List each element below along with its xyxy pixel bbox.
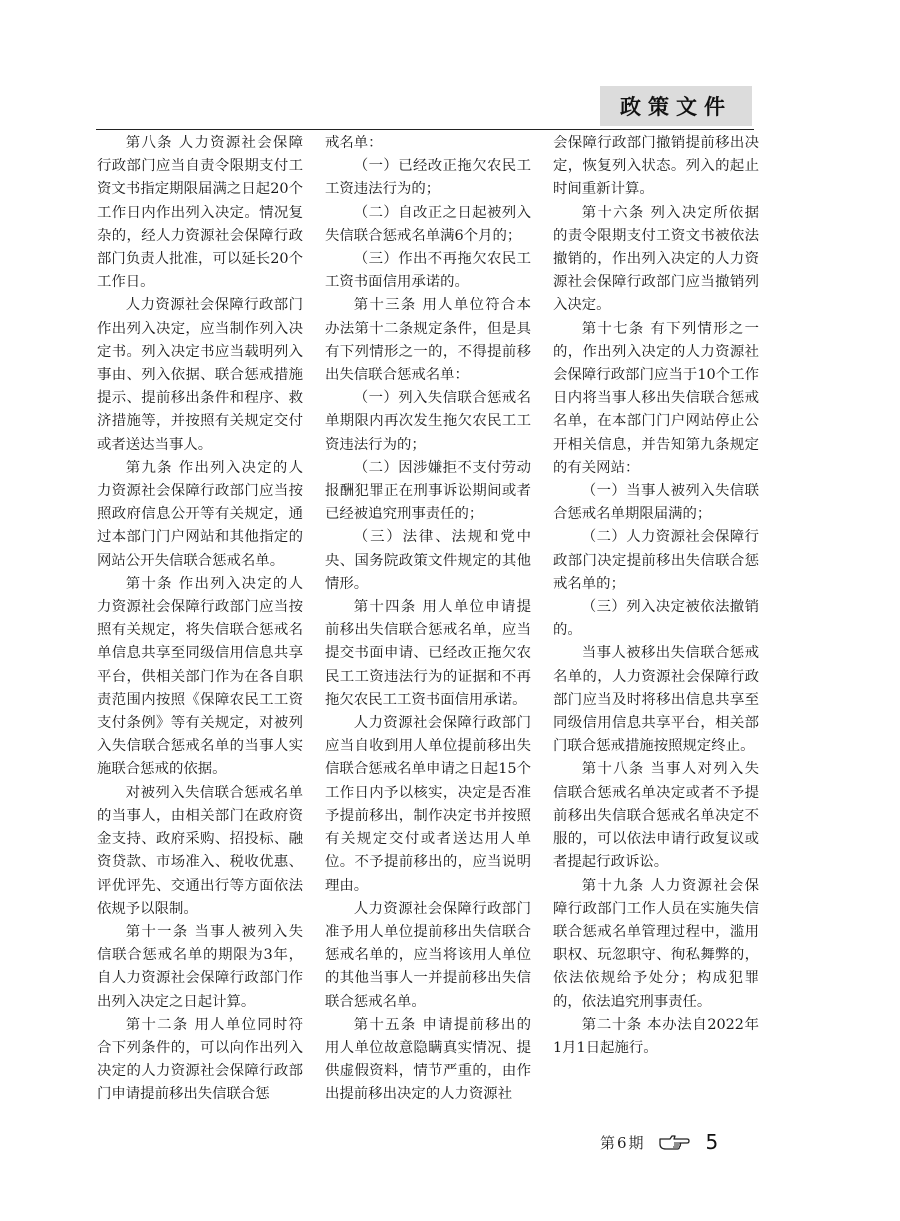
paragraph: （一）当事人被列入失信联合惩戒名单期限届满的； [553, 483, 759, 523]
page-footer [600, 1127, 780, 1157]
paragraph: 第十一条 当事人被列入失信联合惩戒名单的期限为3年，自人力资源社会保障行政部门作出列入决定之日起计算。 [97, 923, 303, 1010]
paragraph: （一）已经改正拖欠农民工工资违法行为的； [325, 158, 531, 198]
paragraph: 第二十条 本办法自2022年1月1日起施行。 [553, 1016, 759, 1056]
column-2 [325, 132, 531, 1103]
paragraph: 戒名单： [325, 135, 383, 151]
paragraph: 第八条 人力资源社会保障行政部门应当自责令限期支付工资文书指定期限届满之日起20个工作日内作出列入决定。情况复杂的，经人力资源社会保障行政部门负责人批准，可以延长20个工作日。 [97, 135, 303, 291]
column-1 [97, 132, 303, 1103]
paragraph: 第十六条 列入决定所依据的责令限期支付工资文书被依法撤销的，作出列入决定的人力资源社会保障行政部门应当撤销列入决定。 [553, 204, 759, 314]
paragraph: （三）列入决定被依法撤销的。 [553, 599, 759, 639]
paragraph: 人力资源社会保障行政部门应当自收到用人单位提前移出失信联合惩戒名单申请之日起15个工作日内予以核实，决定是否准予提前移出，制作决定书并按照有关规定交付或者送达用人单位。不予提前移出的，应当说明理由。 [325, 715, 531, 894]
issue-number: 第6期 [600, 1133, 646, 1152]
paragraph: 会保障行政部门撤销提前移出决定，恢复列入状态。列入的起止时间重新计算。 [553, 135, 759, 198]
paragraph: （三）法律、法规和党中央、国务院政策文件规定的其他情形。 [325, 529, 531, 592]
paragraph: （二）因涉嫌拒不支付劳动报酬犯罪正在刑事诉讼期间或者已经被追究刑事责任的； [325, 459, 531, 523]
paragraph: 第九条 作出列入决定的人力资源社会保障行政部门应当按照政府信息公开等有关规定，通过本部门门户网站和其他指定的网站公开失信联合惩戒名单。 [97, 459, 303, 569]
paragraph: 第十条 作出列入决定的人力资源社会保障行政部门应当按照有关规定，将失信联合惩戒名单信息共享至同级信用信息共享平台，供相关部门作为在各自职责范围内按照《保障农民工工资支付条例》等有关规定，对被列入失信联合惩戒名单的当事人实施联合惩戒的依据。 [97, 575, 303, 778]
paragraph: 人力资源社会保障行政部门准予用人单位提前移出失信联合惩戒名单的，应当将该用人单位的其他当事人一并提前移出失信联合惩戒名单。 [325, 900, 531, 1010]
paragraph: 第十四条 用人单位申请提前移出失信联合惩戒名单，应当提交书面申请、已经改正拖欠农民工工资违法行为的证据和不再拖欠农民工工资书面信用承诺。 [325, 599, 531, 708]
paragraph: 第十九条 人力资源社会保障行政部门工作人员在实施失信联合惩戒名单管理过程中，滥用职权、玩忽职守、徇私舞弊的，依法依规给予处分；构成犯罪的，依法追究刑事责任。 [553, 877, 759, 1010]
paragraph: 第十八条 当事人对列入失信联合惩戒名单决定或者不予提前移出失信联合惩戒名单决定不服的，可以依法申请行政复议或者提起行政诉讼。 [553, 761, 759, 871]
article-body [97, 132, 759, 1103]
paragraph: 第十二条 用人单位同时符合下列条件的，可以向作出列入决定的人力资源社会保障行政部门申请提前移出失信联合惩 [97, 1016, 303, 1103]
paragraph: 第十七条 有下列情形之一的，作出列入决定的人力资源社会保障行政部门应当于10个工作日内将当事人移出失信联合惩戒名单，在本部门门户网站停止公开相关信息，并告知第九条规定的有关网站： [553, 320, 759, 476]
paragraph: （二）人力资源社会保障行政部门决定提前移出失信联合惩戒名单的； [553, 529, 759, 592]
paragraph: 第十五条 申请提前移出的用人单位故意隐瞒真实情况、提供虚假资料，情节严重的，由作出提前移出决定的人力资源社 [325, 1016, 531, 1103]
column-3 [553, 132, 759, 1092]
pointing-hand-icon [658, 1133, 690, 1151]
section-title: 政策文件 [600, 86, 752, 126]
paragraph: （一）列入失信联合惩戒名单期限内再次发生拖欠农民工工资违法行为的； [325, 390, 531, 453]
paragraph: （二）自改正之日起被列入失信联合惩戒名单满6个月的； [325, 204, 531, 244]
header-rule [96, 129, 754, 130]
paragraph: 当事人被移出失信联合惩戒名单的，人力资源社会保障行政部门应当及时将移出信息共享至同级信用信息共享平台，相关部门联合惩戒措施按照规定终止。 [553, 645, 759, 755]
paragraph: 人力资源社会保障行政部门作出列入决定，应当制作列入决定书。列入决定书应当载明列入事由、列入依据、联合惩戒措施提示、提前移出条件和程序、救济措施等，并按照有关规定交付或者送达当事人。 [97, 297, 303, 453]
paragraph: 对被列入失信联合惩戒名单的当事人，由相关部门在政府资金支持、政府采购、招投标、融资贷款、市场准入、税收优惠、评优评先、交通出行等方面依法依规予以限制。 [97, 784, 303, 917]
paragraph: 第十三条 用人单位符合本办法第十二条规定条件，但是具有下列情形之一的，不得提前移出失信联合惩戒名单： [325, 297, 531, 384]
page-number: 5 [705, 1130, 719, 1154]
paragraph: （三）作出不再拖欠农民工工资书面信用承诺的。 [325, 251, 531, 291]
